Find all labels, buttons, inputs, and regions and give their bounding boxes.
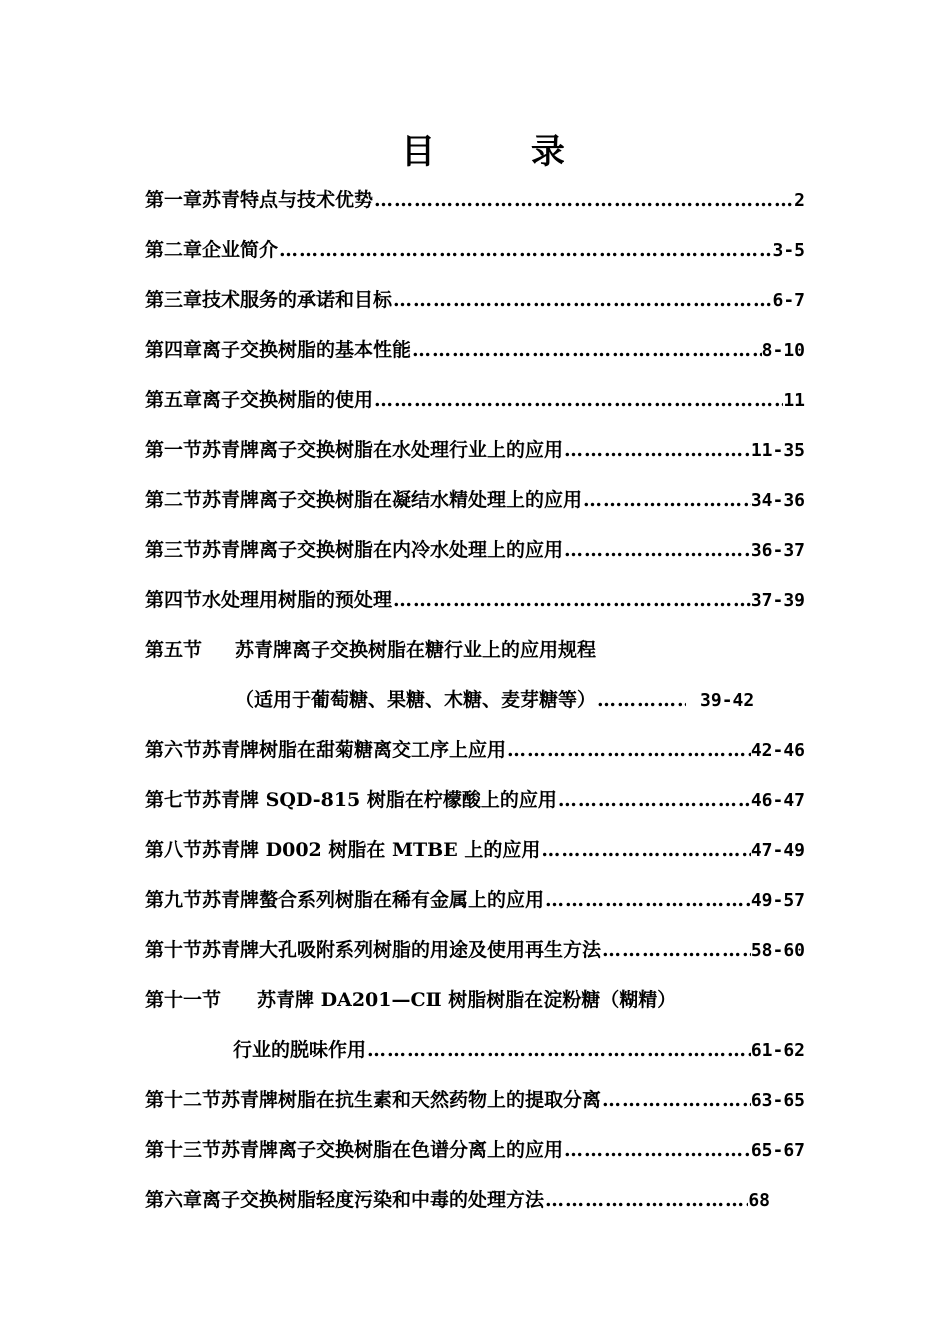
toc-entry[interactable]: [145, 180, 805, 220]
toc-entry-title: （适用于葡萄糖、果糖、木糖、麦芽糖等）: [235, 689, 597, 711]
toc-entry-page: 11-35: [750, 440, 805, 461]
toc-entry-page: 42-46: [750, 740, 805, 761]
toc-entry-label: 第十二节: [145, 1089, 222, 1111]
dot-leader: [373, 180, 794, 220]
toc-entry-continuation[interactable]: [233, 1030, 805, 1070]
toc-entry[interactable]: [145, 230, 805, 270]
page-title: 目 录: [401, 132, 607, 172]
toc-entry-continuation[interactable]: [235, 680, 805, 720]
toc-entry-page: 63-65: [750, 1090, 805, 1111]
toc-entry[interactable]: [145, 280, 805, 320]
toc-entry-label: 第四节: [145, 589, 203, 611]
toc-entry-page: 39-42: [700, 690, 755, 711]
toc-entry-page: 3-5: [772, 240, 805, 261]
toc-entry-title: 苏青牌离子交换树脂在糖行业上的应用规程: [235, 639, 597, 661]
toc-entry-title: 离子交换树脂轻度污染和中毒的处理方法: [202, 1189, 545, 1211]
toc-entry[interactable]: [145, 430, 805, 470]
toc-entry[interactable]: [145, 880, 805, 920]
toc-entry-label: 第四章: [145, 339, 203, 361]
toc-entry-label: 第五节: [145, 639, 203, 661]
toc-entry[interactable]: [145, 780, 805, 820]
dot-leader: [392, 280, 772, 320]
toc-entry-label: 第十一节: [145, 989, 222, 1011]
dot-leader: [563, 530, 751, 570]
toc-entry-page: 68: [748, 1190, 770, 1211]
dot-leader: [411, 330, 762, 370]
dot-leader: [366, 1030, 751, 1070]
toc-entry-title: 行业的脱味作用: [233, 1039, 367, 1061]
dot-leader: [544, 880, 751, 920]
toc-entry-title: 苏青特点与技术优势: [202, 189, 374, 211]
toc-entry-page: 46-47: [750, 790, 805, 811]
toc-entry[interactable]: [145, 480, 805, 520]
toc-entry-page: 61-62: [750, 1040, 805, 1061]
toc-entry-page: 58-60: [750, 940, 805, 961]
toc-entry[interactable]: [145, 580, 805, 620]
toc-entry-label: 第三章: [145, 289, 203, 311]
toc-entry-page: 37-39: [750, 590, 805, 611]
dot-leader: [540, 830, 750, 870]
toc-entry-page: 11: [783, 390, 805, 411]
toc-entry-title: 技术服务的承诺和目标: [202, 289, 393, 311]
toc-entry-page: 8-10: [761, 340, 805, 361]
toc-entry-title: 苏青牌离子交换树脂在水处理行业上的应用: [202, 439, 564, 461]
toc-entry-label: 第十三节: [145, 1139, 222, 1161]
toc-entry-title: 苏青牌 SQD-815 树脂在柠檬酸上的应用: [202, 789, 557, 811]
toc-entry[interactable]: [145, 980, 805, 1020]
toc-entry[interactable]: [145, 530, 805, 570]
dot-leader: [563, 430, 751, 470]
toc-entry-title: 水处理用树脂的预处理: [202, 589, 393, 611]
toc-entry-label: 第一节: [145, 439, 203, 461]
toc-entry-title: 苏青牌 DA201—CⅡ 树脂树脂在淀粉糖（糊精）: [257, 989, 677, 1011]
dot-leader: [506, 730, 751, 770]
toc-entry-page: 47-49: [750, 840, 805, 861]
toc-entry-label: 第九节: [145, 889, 203, 911]
dot-leader: [278, 230, 772, 270]
toc-entry-title: 苏青牌树脂在抗生素和天然药物上的提取分离: [221, 1089, 602, 1111]
toc-entry-page: 34-36: [750, 490, 805, 511]
toc-entry[interactable]: [145, 1180, 770, 1220]
toc-entry[interactable]: [145, 930, 805, 970]
toc-entry-title: 苏青牌树脂在甜菊糖离交工序上应用: [202, 739, 507, 761]
dot-leader: [601, 1080, 751, 1120]
dot-leader: [596, 680, 686, 720]
toc-entry-page: 36-37: [750, 540, 805, 561]
toc-entry-title: 苏青牌螯合系列树脂在稀有金属上的应用: [202, 889, 545, 911]
toc-entry-page: 2: [794, 190, 805, 211]
toc-entry-label: 第二节: [145, 489, 203, 511]
toc-entry[interactable]: [145, 1130, 805, 1170]
toc-entry-title: 苏青牌离子交换树脂在凝结水精处理上的应用: [202, 489, 583, 511]
toc-entry[interactable]: [145, 730, 805, 770]
toc-entry-label: 第八节: [145, 839, 203, 861]
toc-entry-page: 49-57: [750, 890, 805, 911]
toc-entry-label: 第十节: [145, 939, 203, 961]
dot-leader: [392, 580, 751, 620]
toc-entry-title: 苏青牌大孔吸附系列树脂的用途及使用再生方法: [202, 939, 602, 961]
toc-entry-label: 第二章: [145, 239, 203, 261]
toc-entry-title: 苏青牌离子交换树脂在内冷水处理上的应用: [202, 539, 564, 561]
dot-leader: [601, 930, 751, 970]
toc-entry[interactable]: [145, 380, 805, 420]
toc-entry-label: 第六章: [145, 1189, 203, 1211]
toc-entry-title: 苏青牌离子交换树脂在色谱分离上的应用: [221, 1139, 564, 1161]
toc-entry-label: 第六节: [145, 739, 203, 761]
toc-entry-label: 第七节: [145, 789, 203, 811]
dot-leader: [582, 480, 751, 520]
toc-entry[interactable]: [145, 830, 805, 870]
toc-entry-label: 第五章: [145, 389, 203, 411]
dot-leader: [544, 1180, 748, 1220]
toc-entry-title: 离子交换树脂的基本性能: [202, 339, 412, 361]
toc-entry-title: 离子交换树脂的使用: [202, 389, 374, 411]
toc-entry[interactable]: [145, 1080, 805, 1120]
toc-entry-title: 企业简介: [202, 239, 279, 261]
toc-entry-page: 65-67: [750, 1140, 805, 1161]
toc-entry[interactable]: [145, 630, 805, 670]
dot-leader: [563, 1130, 751, 1170]
toc-entry-title: 苏青牌 D002 树脂在 MTBE 上的应用: [202, 839, 541, 861]
toc-entry-label: 第一章: [145, 189, 203, 211]
toc-entry-label: 第三节: [145, 539, 203, 561]
toc-entry-page: 6-7: [772, 290, 805, 311]
dot-leader: [557, 780, 751, 820]
dot-leader: [373, 380, 783, 420]
toc-entry[interactable]: [145, 330, 805, 370]
